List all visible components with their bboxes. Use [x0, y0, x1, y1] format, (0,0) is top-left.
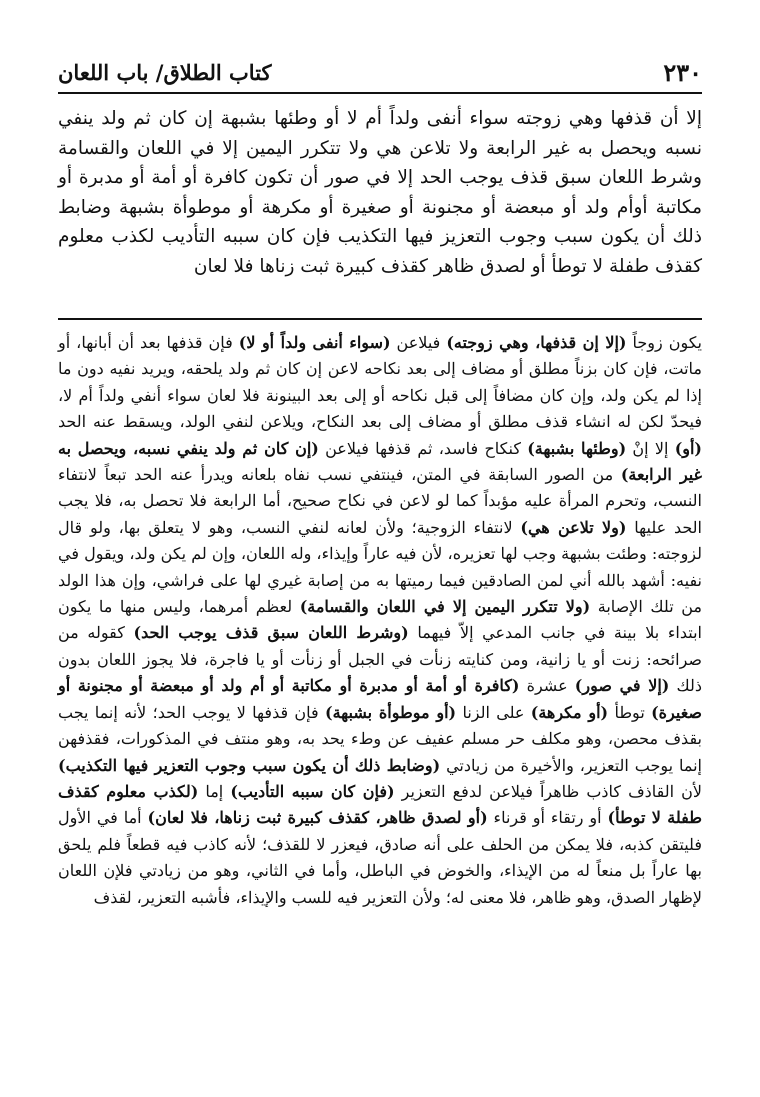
matn-text-block — [58, 104, 702, 281]
commentary-text: لانتفاء الزوجية؛ ولأن لعانه لنفي النسب، وهو لا يتعلق بها، ولو قال لزوجته: وطئت بشبهة وجب لها تعزيره، لأن فيه عاراً وإيذاء، وله اللعان، وإن لم يكن ولد، ويقول في نفيه: أشهد بالله أني لمن الصادقين فيما رميتها به من إصابة غيري لها على فراشي، وإن هذا الولد من تلك الإصابة — [58, 517, 702, 617]
commentary-text: كنكاح فاسد، ثم قذفها فيلاعن — [318, 438, 528, 458]
quoted-matn: (وطئها بشبهة) — [527, 438, 627, 458]
quoted-matn: (وشرط اللعان سبق قذف يوجب الحد) — [133, 623, 409, 643]
commentary-text: من الصور السابقة في المتن، فينتفي نسب نفاه بلعانه ويدرأ عنه الحد تبعاً لانتفاء النسب، وتحرم المرأة عليه مؤبداً كما لو لاعن في نكاح صحيح، أما الرابعة فلا تحصل به، فلا يجب الحد عليها — [58, 465, 703, 537]
commentary-text: فإن قذفها لا يوجب الحد؛ لأنه إنما يجب بقذف محصن، وهو مكلف حر مسلم عفيف عن وطء يحد به، وهو منتف في المذكورات، فقذفهن إنما يوجب التعزير، والأخيرة من زيادتي — [58, 702, 702, 775]
quoted-matn: (أو موطوأة بشبهة) — [325, 702, 457, 722]
commentary-text: توطأ — [608, 702, 652, 722]
quoted-matn: (إلا إن قذفها، وهي زوجته) — [446, 333, 627, 352]
quoted-matn: (ولا تلاعن هي) — [520, 517, 627, 537]
commentary-text-block — [58, 330, 702, 911]
quoted-matn: (سواء أنفى ولداً أو لا) — [238, 333, 391, 352]
quoted-matn: (إلا في صور) — [574, 676, 670, 696]
page-header — [58, 52, 702, 88]
commentary-text: فيلاعن — [390, 333, 447, 352]
commentary-text: إلا إنْ — [626, 438, 675, 458]
commentary-paragraph — [58, 330, 702, 911]
commentary-text: عشرة — [519, 676, 575, 696]
commentary-text: أما في الأول فليتقن كذبه، فلا يمكن من الحلف على أنه صادق، فيعزر لا للقذف؛ لأنه كاذب فيه قطعاً فلم يلحق بها عاراً بل منعاً له من الإيذاء، والخوض في الباطل، وأما في الثاني، وهو من زيادتي فلإن اللعان لإظهار الصدق، وهو ظاهر، فلا معنى له؛ ولأن التعزير فيه للسب والإيذاء، فأشبه التعزير، لقذف — [58, 808, 702, 907]
quoted-matn: (أو لصدق ظاهر، كقذف كبيرة ثبت زناها، فلا لعان) — [147, 808, 488, 828]
section-divider-rule — [58, 318, 702, 320]
commentary-text: إما — [198, 781, 231, 801]
matn-paragraph: إلا أن قذفها وهي زوجته سواء أنفى ولداً أم لا أو وطئها بشبهة إن كان ثم ولد ينفي نسبه ويحصل به غير الرابعة ولا تلاعن هي ولا تتكرر اليمين إلا في اللعان والقسامة وشرط اللعان سبق قذف يوجب الحد إلا في صور أن تكون كافرة أو أمة أو مدبرة أو مكاتبة أوأم ولد أو مبعضة أو مجنونة أو صغيرة أو مكرهة أو موطوأة بشبهة وضابط ذلك أن يكون سبب وجوب التعزيز فيها التكذيب فإن كان سببه التأديب لكذب معلوم كقذف طفلة لا توطأ أو لصدق ظاهر كقذف كبيرة ثبت زناها فلا لعان — [58, 108, 702, 277]
running-title: كتاب الطلاق/ باب اللعان — [58, 60, 272, 85]
commentary-text: يكون زوجاً — [626, 333, 703, 352]
quoted-matn: (لكذب معلوم كقذف طفلة لا توطأ) — [58, 781, 702, 828]
quoted-matn: (كافرة أو أمة أو مدبرة أو مكاتبة أو أم ولد أو مبعضة أو مجنونة أو صغيرة) — [58, 676, 703, 722]
quoted-matn: (إن كان ثم ولد ينفي نسبه، ويحصل به غير الرابعة) — [58, 438, 702, 485]
header-rule — [58, 92, 702, 94]
commentary-text: لأن القاذف كاذب ظاهراً فيلاعن لدفع التعزير — [394, 781, 703, 801]
commentary-text: أو رتقاء أو قرناء — [487, 808, 608, 828]
commentary-text: فإن قذفها بعد أن أبانها، أو ماتت، فإن كان بزناً مطلق أو مضاف إلى بعد نكاحه لاعن إن كان ثم ولد يلحقه، ويريد نفيه دون ما إذا لم يكن ولد، وإن كان مضافاً إلى قبل نكاحه أو إلى بعد البينونة فلا لعان سواء أنفي ولداً أم لا، فيحدّ لكن له انشاء قذف مطلق أو مضاف إلى بعد النكاح، ويلاعن لنفي الولد، ويسقط عنه الحد — [58, 333, 702, 432]
commentary-text: كقوله من صرائحه: زنت أو يا زانية، ومن كنايته زنأت في الجبل أو زنأت أو يا فاجرة، فلا يجوز اللعان بدون ذلك — [58, 623, 703, 696]
quoted-matn: (ولا تتكرر اليمين إلا في اللعان والقسامة) — [299, 597, 591, 617]
commentary-text: على الزنا — [456, 702, 531, 722]
quoted-matn: (فإن كان سببه التأديب) — [230, 781, 395, 801]
page-number: ٢٣٠ — [663, 58, 702, 87]
quoted-matn: (أو مكرهة) — [530, 702, 609, 722]
quoted-matn: (أو) — [674, 438, 702, 458]
commentary-text: لعظم أمرهما، وليس منها ما يكون ابتداء بلا بينة في جانب المدعي إلاّ فيهما — [58, 597, 703, 643]
quoted-matn: (وضابط ذلك أن يكون سبب وجوب التعزير فيها التكذيب) — [58, 755, 441, 775]
